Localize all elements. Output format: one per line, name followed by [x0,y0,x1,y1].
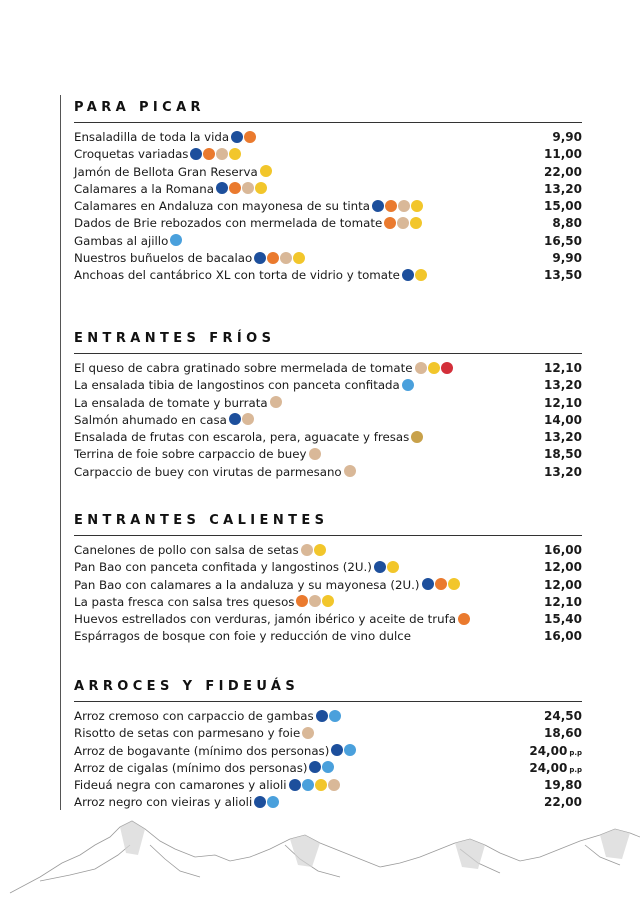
gluten-allergen-icon [410,217,422,229]
milk-allergen-icon [270,396,282,408]
section-title: ARROCES Y FIDEUÁS [74,679,582,702]
menu-item [74,760,582,777]
allergen-icons [344,464,357,481]
price-value: 24,50 [544,709,582,723]
gluten-allergen-icon [314,544,326,556]
nuts-allergen-icon [411,431,423,443]
gluten-allergen-icon [315,779,327,791]
allergen-icons [289,777,341,794]
section-title: ENTRANTES FRÍOS [74,331,582,354]
menu-item [74,594,582,611]
price-value: 11,00 [544,147,582,162]
egg-allergen-icon [435,578,447,590]
crustacean-allergen-icon [302,779,314,791]
price-value: 24,00 [529,743,568,758]
milk-allergen-icon [397,217,409,229]
milk-allergen-icon [242,182,254,194]
allergen-icons [254,250,306,267]
fish-allergen-icon [254,252,266,264]
menu-item [74,743,582,760]
menu-item [74,725,582,742]
milk-allergen-icon [242,413,254,425]
price-value: 14,00 [544,412,582,427]
allergen-icons [384,215,423,232]
menu-item [74,250,582,267]
menu-item-price [544,395,582,412]
price-value: 13,20 [544,181,582,196]
price-value: 12,00 [544,577,582,592]
menu-item-name: Pan Bao con panceta confitada y langostinos (2U.) [74,560,372,575]
menu-item [74,559,582,576]
price-value: 12,10 [544,395,582,410]
price-value: 12,10 [544,361,582,375]
price-value: 15,40 [544,612,582,627]
menu-item-name: Carpaccio de buey con virutas de parmesano [74,464,342,479]
menu-item [74,777,582,794]
mountain-range-illustration [0,815,640,905]
price-value: 9,90 [552,130,582,144]
section-title: PARA PICAR [74,100,582,123]
menu-item-price [544,542,582,559]
price-value: 9,90 [552,251,582,266]
menu-item-name: Arroz negro con vieiras y alioli [74,795,253,810]
allergen-icons [316,708,342,725]
menu-item-price [544,198,582,215]
allergen-icons [411,429,424,446]
price-value: 22,00 [544,164,582,179]
crustacean-allergen-icon [329,710,341,722]
menu-item-price [544,611,582,628]
section-title: ENTRANTES CALIENTES [74,513,582,536]
fish-allergen-icon [372,200,384,212]
price-value: 24,00 [529,760,568,775]
gluten-allergen-icon [322,595,334,607]
allergen-icons [254,794,280,811]
menu-item-price [544,146,582,163]
menu-item-name: Risotto de setas con parmesano y foie [74,726,301,741]
fish-allergen-icon [402,269,414,281]
egg-allergen-icon [229,182,241,194]
menu-list [74,360,582,481]
fish-allergen-icon [229,413,241,425]
section-para-picar [74,100,582,285]
fish-allergen-icon [309,761,321,773]
section-entrantes-frios [74,331,582,481]
price-value: 12,10 [544,594,582,609]
menu-item-name: La ensalada de tomate y burrata [74,395,268,410]
price-value: 13,50 [544,268,582,283]
menu-item [74,464,582,481]
price-value: 16,00 [544,543,582,557]
price-per-person-suffix: p.p [569,748,582,757]
fish-allergen-icon [190,148,202,160]
allergen-icons [422,577,461,594]
menu-item-name: Calamares en Andaluza con mayonesa de su tinta [74,199,370,214]
allergen-icons [331,743,357,760]
gluten-allergen-icon [411,200,423,212]
menu-item-price [544,377,582,394]
menu-item [74,146,582,163]
menu-item-name: Calamares a la Romana [74,181,214,196]
menu-item-name: Ensalada de frutas con escarola, pera, aguacate y fresas [74,430,410,445]
price-per-person-suffix: p.p [569,765,582,774]
menu-item-price [544,594,582,611]
milk-allergen-icon [280,252,292,264]
menu-list [74,708,582,812]
menu-item-price [544,429,582,446]
price-value: 13,20 [544,464,582,479]
price-value: 15,00 [544,199,582,214]
fish-allergen-icon [254,796,266,808]
milk-allergen-icon [328,779,340,791]
allergen-icons [458,611,471,628]
menu-list [74,129,582,285]
allergen-icons [260,164,273,181]
menu-item-price [552,250,582,267]
crustacean-allergen-icon [402,379,414,391]
menu-item-name: Arroz de bogavante (mínimo dos personas) [74,743,330,758]
milk-allergen-icon [415,362,427,374]
allergen-icons [309,760,335,777]
price-value: 19,80 [544,778,582,793]
section-arroces-fideuas [74,679,582,812]
allergen-icons [302,725,315,742]
price-value: 18,50 [544,447,582,462]
menu-item-price [544,181,582,198]
menu-item-price [544,233,582,250]
menu-item-name: La ensalada tibia de langostinos con panceta confitada [74,378,400,393]
menu-item-price [544,708,582,725]
egg-allergen-icon [244,131,256,143]
menu-item [74,429,582,446]
allergen-icons [216,181,268,198]
price-value: 13,20 [544,378,582,393]
crustacean-allergen-icon [170,234,182,246]
menu-item [74,412,582,429]
fish-allergen-icon [216,182,228,194]
gluten-allergen-icon [448,578,460,590]
menu-item [74,377,582,394]
sulphite-allergen-icon [441,362,453,374]
menu-item-price [544,725,582,742]
menu-item-price [552,129,582,146]
egg-allergen-icon [203,148,215,160]
menu-item-name: La pasta fresca con salsa tres quesos [74,594,295,609]
menu-item-price [544,360,582,377]
menu-item-price [544,464,582,481]
fish-allergen-icon [289,779,301,791]
allergen-icons [301,542,327,559]
allergen-icons [372,198,424,215]
menu-item [74,181,582,198]
gluten-allergen-icon [255,182,267,194]
menu-item [74,360,582,377]
egg-allergen-icon [384,217,396,229]
menu-item-name: Espárragos de bosque con foie y reducción de vino dulce [74,629,411,644]
milk-allergen-icon [302,727,314,739]
milk-allergen-icon [301,544,313,556]
menu-item-name: Anchoas del cantábrico XL con torta de vidrio y tomate [74,268,400,283]
menu-list [74,542,582,646]
menu-item-name: Jamón de Bellota Gran Reserva [74,164,258,179]
menu-item [74,577,582,594]
price-value: 13,20 [544,430,582,445]
allergen-icons [415,360,454,377]
menu-item-name: Pan Bao con calamares a la andaluza y su mayonesa (2U.) [74,577,420,592]
price-value: 16,50 [544,233,582,248]
allergen-icons [296,594,335,611]
gluten-allergen-icon [293,252,305,264]
milk-allergen-icon [398,200,410,212]
price-value: 18,60 [544,726,582,741]
menu-item [74,708,582,725]
menu-item [74,542,582,559]
gluten-allergen-icon [229,148,241,160]
milk-allergen-icon [309,595,321,607]
menu-item [74,215,582,232]
crustacean-allergen-icon [267,796,279,808]
menu-item-name: Nuestros buñuelos de bacalao [74,251,253,266]
menu-item-price [544,559,582,576]
menu-item-name: Huevos estrellados con verduras, jamón ibérico y aceite de trufa [74,612,456,627]
allergen-icons [402,267,428,284]
gluten-allergen-icon [260,165,272,177]
gluten-allergen-icon [428,362,440,374]
egg-allergen-icon [458,613,470,625]
allergen-icons [190,146,242,163]
milk-allergen-icon [216,148,228,160]
price-value: 16,00 [544,629,582,644]
menu-item-name: Gambas al ajillo [74,233,169,248]
fish-allergen-icon [316,710,328,722]
menu-item [74,446,582,463]
fish-allergen-icon [331,744,343,756]
menu-item-price [544,164,582,181]
allergen-icons [309,446,322,463]
menu-item-name: Arroz de cigalas (mínimo dos personas) [74,760,308,775]
menu-item [74,611,582,628]
price-value: 12,00 [544,560,582,575]
allergen-icons [402,377,415,394]
menu-item [74,233,582,250]
milk-allergen-icon [309,448,321,460]
menu-item-name: Terrina de foie sobre carpaccio de buey [74,447,307,462]
fish-allergen-icon [422,578,434,590]
menu-item-price [544,446,582,463]
section-entrantes-calientes [74,513,582,646]
allergen-icons [229,412,255,429]
menu-item-price [544,628,582,645]
menu-item [74,794,582,811]
allergen-icons [270,395,283,412]
menu-item-name: Dados de Brie rebozados con mermelada de tomate [74,216,383,231]
menu-item-price [544,777,582,794]
menu-item [74,129,582,146]
menu-item [74,164,582,181]
price-value: 22,00 [544,795,582,810]
price-value: 8,80 [552,216,582,231]
fish-allergen-icon [231,131,243,143]
menu-item-name: Salmón ahumado en casa [74,412,227,427]
gluten-allergen-icon [415,269,427,281]
menu-item-name: Fideuá negra con camarones y alioli [74,778,287,793]
menu-item [74,267,582,284]
menu-item-name: Canelones de pollo con salsa de setas [74,543,299,557]
egg-allergen-icon [267,252,279,264]
egg-allergen-icon [296,595,308,607]
allergen-icons [374,559,400,576]
left-divider-line [60,95,61,810]
crustacean-allergen-icon [322,761,334,773]
egg-allergen-icon [385,200,397,212]
menu-item-price [544,267,582,284]
gluten-allergen-icon [387,561,399,573]
menu-item-name: Croquetas variadas [74,147,189,162]
menu-item [74,395,582,412]
crustacean-allergen-icon [344,744,356,756]
menu-item-price [544,794,582,811]
menu-item-name: El queso de cabra gratinado sobre mermelada de tomate [74,361,413,375]
menu-item-price [544,577,582,594]
menu-item [74,198,582,215]
menu-item-name: Ensaladilla de toda la vida [74,130,230,144]
menu-item-name: Arroz cremoso con carpaccio de gambas [74,709,314,723]
fish-allergen-icon [374,561,386,573]
allergen-icons [170,233,183,250]
milk-allergen-icon [344,465,356,477]
allergen-icons [231,129,257,146]
menu-item [74,628,582,645]
menu-item-price [552,215,582,232]
menu-item-price [544,412,582,429]
